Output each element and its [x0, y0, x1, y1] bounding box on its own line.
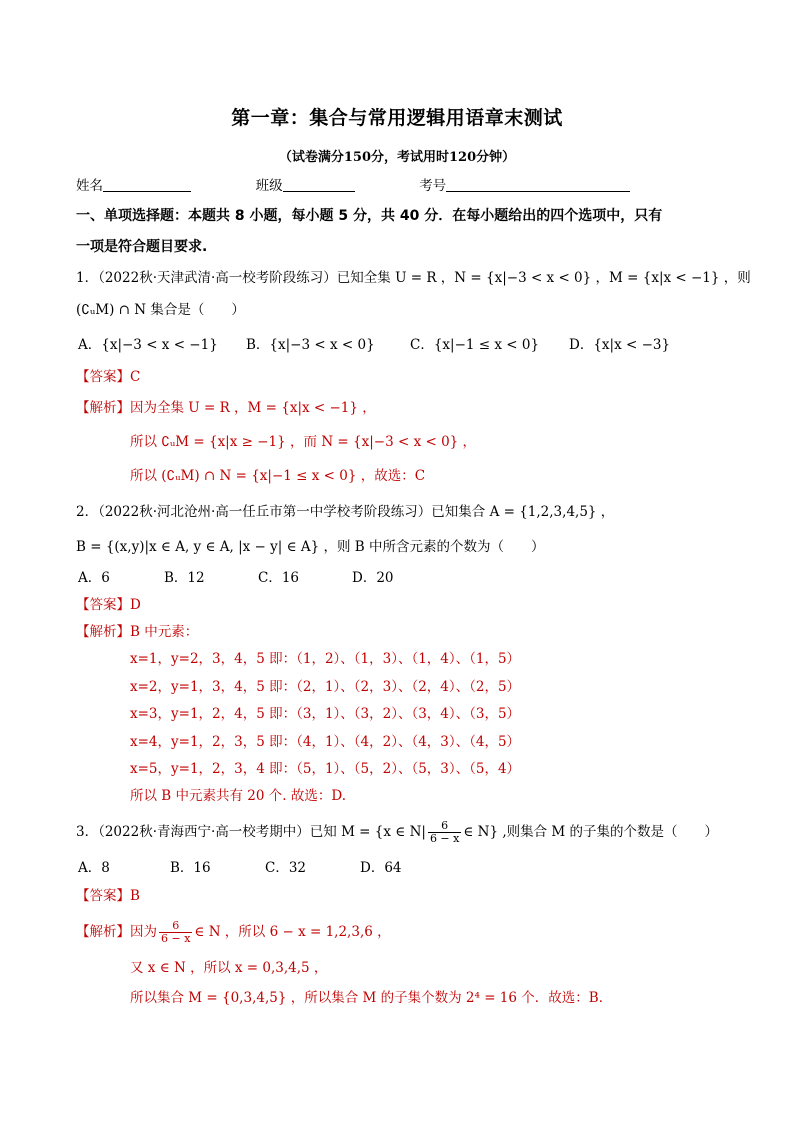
section-header-line1: 一、单项选择题：本题共 8 小题，每小题 5 分，共 40 分．在每小题给出的四个选项中，只有: [76, 208, 663, 224]
q2-option-c: C．16: [258, 570, 300, 586]
page-title: 第一章：集合与常用逻辑用语章末测试: [231, 107, 563, 129]
q3-option-a: A．8: [78, 860, 110, 876]
q3-stem-part2: ∈ N} ,则集合 M 的子集的个数是（ ）: [463, 824, 719, 840]
q3-analysis-text2: 又 x ∈ N ，所以 x = 0,3,4,5 ，: [130, 960, 328, 976]
q3-option-b: B．16: [170, 860, 211, 876]
q3-frac-num: 6: [428, 820, 461, 833]
q3-analysis-row1: [76, 920, 391, 945]
q1-analysis-text3: 所以 (∁ᵤM) ∩ N = {x|−1 ≤ x < 0} ，故选：C: [130, 468, 426, 484]
q1-stem-line2: (∁ᵤM) ∩ N 集合是（ ）: [76, 302, 245, 318]
q3-answer-row: [76, 886, 140, 906]
q2-analysis-row-3: x=3，y=1，2，4，5 即：（3，1）、（3，2）、（3，4）、（3，5）: [130, 706, 521, 722]
q2-analysis-row-4: x=4，y=1，2，3，5 即：（4，1）、（4，2）、（4，3）、（4，5）: [130, 734, 521, 750]
q1-option-c: C．{x|−1 ≤ x < 0}: [410, 337, 540, 353]
q2-conclusion: 所以 B 中元素共有 20 个. 故选：D.: [130, 788, 346, 804]
q3-analysis-frac-den: 6 − x: [161, 932, 191, 945]
q2-analysis-row-2: x=2，y=1，3，4，5 即：（2，1）、（2，3）、（2，4）、（2，5）: [130, 679, 521, 695]
q1-option-a: A．{x|−3 < x < −1}: [78, 337, 218, 353]
q3-analysis-frac-num: 6: [159, 920, 192, 933]
q1-option-d: D．{x|x < −3}: [569, 337, 671, 353]
q2-option-a: A．6: [78, 570, 110, 586]
q1-answer-row: [76, 367, 140, 387]
q3-option-d: D．64: [360, 860, 402, 876]
q2-analysis-row-1: x=1，y=2，3，4，5 即：（1，2）、（1，3）、（1，4）、（1，5）: [130, 651, 521, 667]
q1-analysis-row1: [76, 398, 376, 418]
analysis-label: 【解析】: [76, 624, 130, 640]
q2-analysis-head: B 中元素：: [130, 624, 199, 640]
section-header-line2: 一项是符合题目要求.: [76, 239, 208, 255]
q3-analysis-part2: ∈ N ，所以 6 − x = 1,2,3,6 ，: [194, 924, 391, 940]
id-label: 考号: [419, 178, 447, 194]
q3-fraction: [428, 820, 461, 845]
q2-option-b: B．12: [164, 570, 205, 586]
q2-answer-value: D: [130, 597, 141, 613]
q3-stem-line1: [76, 820, 718, 845]
q3-frac-den: 6 − x: [429, 832, 460, 845]
q1-option-b: B．{x|−3 < x < 0}: [246, 337, 375, 353]
analysis-label: 【解析】: [76, 400, 130, 416]
student-info-row: [76, 176, 630, 196]
q2-answer-row: [76, 595, 141, 615]
q3-answer-value: B: [130, 888, 140, 904]
q1-stem-line1: 1．（2022秋·天津武清·高一校考阶段练习）已知全集 U = R ，N = {x|−3 < x < 0} ，M = {x|x < −1} ，则: [76, 270, 751, 286]
q2-option-d: D．20: [352, 570, 394, 586]
page-subtitle: （试卷满分150分，考试用时120分钟）: [278, 150, 516, 165]
answer-label: 【答案】: [76, 888, 130, 904]
q2-analysis-row-5: x=5，y=1，2，3，4 即：（5，1）、（5，2）、（5，3）、（5，4）: [130, 761, 521, 777]
class-field[interactable]: [283, 177, 355, 192]
q1-answer-value: C: [130, 369, 141, 385]
q1-analysis-text1: 因为全集 U = R ，M = {x|x < −1} ，: [130, 400, 376, 416]
q2-stem-line1: 2．（2022秋·河北沧州·高一任丘市第一中学校考阶段练习）已知集合 A = {1,2,3,4,5} ，: [76, 504, 615, 520]
analysis-label: 【解析】: [76, 924, 130, 940]
name-field[interactable]: [103, 177, 191, 192]
id-field[interactable]: [446, 177, 630, 192]
q3-stem-part1: 3．（2022秋·青海西宁·高一校考期中）已知 M = {x ∈ N|: [76, 824, 426, 840]
class-label: 班级: [255, 178, 283, 194]
q3-option-c: C．32: [265, 860, 307, 876]
q2-stem-line2: B = {(x,y)|x ∈ A, y ∈ A, |x − y| ∈ A} ，则 B 中所含元素的个数为（ ）: [76, 539, 545, 555]
answer-label: 【答案】: [76, 369, 130, 385]
q3-analysis-text3: 所以集合 M = {0,3,4,5} ，所以集合 M 的子集个数为 2⁴ = 16 个．故选：B．: [130, 990, 613, 1006]
answer-label: 【答案】: [76, 597, 130, 613]
q3-analysis-fraction: [159, 920, 192, 945]
q1-analysis-text2: 所以 ∁ᵤM = {x|x ≥ −1} ，而 N = {x|−3 < x < 0} ，: [130, 434, 477, 450]
name-label: 姓名: [76, 178, 103, 194]
q3-analysis-part1: 因为: [130, 924, 157, 940]
q2-analysis-row: [76, 622, 198, 642]
